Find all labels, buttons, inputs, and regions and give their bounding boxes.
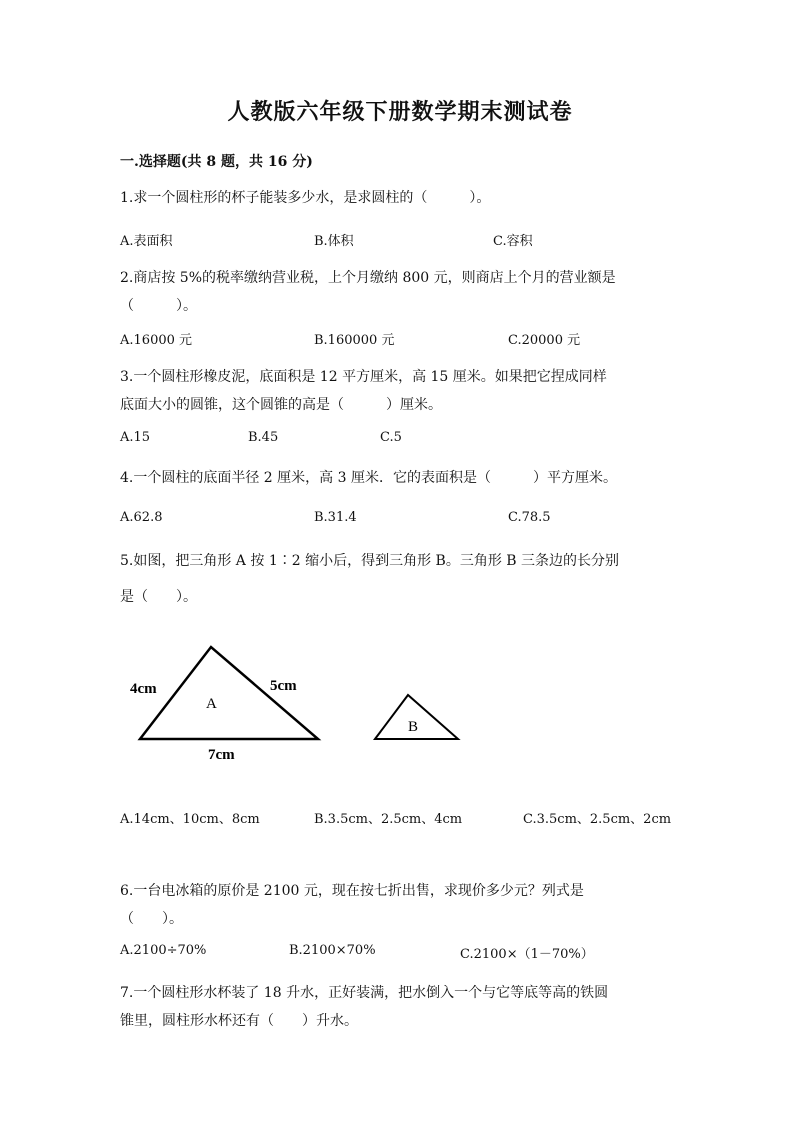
- page-title: 人教版六年级下册数学期末测试卷: [227, 99, 573, 125]
- q1-option-a: A.表面积: [120, 234, 173, 249]
- q6-option-b: B.2100×70%: [289, 943, 376, 958]
- q2-option-a: A.16000 元: [120, 333, 193, 348]
- q3-option-c: C.5: [380, 430, 402, 445]
- q6-option-c: C.2100×（1－70%）: [460, 947, 594, 962]
- question-2-line-2: （ ）。: [120, 298, 197, 314]
- question-5: [120, 543, 619, 615]
- question-1-line-1: 1.求一个圆柱形的杯子能装多少水，是求圆柱的（ ）。: [120, 190, 491, 206]
- q3-option-a: A.15: [120, 430, 151, 445]
- question-2-line-1: 2.商店按 5%的税率缴纳营业税，上个月缴纳 800 元，则商店上个月的营业额是: [120, 270, 616, 286]
- q1-option-c: C.容积: [493, 234, 533, 249]
- side-left-label: 4cm: [130, 681, 157, 697]
- question-3-line-1: 3.一个圆柱形橡皮泥，底面积是 12 平方厘米，高 15 厘米。如果把它捏成同样: [120, 369, 607, 385]
- triangle-b-label: B: [408, 719, 419, 735]
- q2-option-c: C.20000 元: [508, 333, 581, 348]
- question-1: [120, 184, 490, 212]
- question-3-line-2: 底面大小的圆锥，这个圆锥的高是（ ）厘米。: [120, 397, 442, 413]
- question-5-line-1: 5.如图，把三角形 A 按 1∶2 缩小后，得到三角形 B。三角形 B 三条边的长分别: [120, 553, 620, 569]
- side-bottom-label: 7cm: [208, 747, 235, 763]
- triangle-a-label: A: [206, 696, 217, 712]
- question-7-line-1: 7.一个圆柱形水杯装了 18 升水，正好装满，把水倒入一个与它等底等高的铁圆: [120, 985, 609, 1001]
- q5-option-a: A.14cm、10cm、8cm: [120, 812, 260, 827]
- q3-option-b: B.45: [248, 430, 279, 445]
- q5-option-b: B.3.5cm、2.5cm、4cm: [314, 812, 463, 827]
- q4-option-b: B.31.4: [314, 510, 357, 525]
- question-6: [120, 877, 584, 933]
- q5-option-c: C.3.5cm、2.5cm、2cm: [523, 812, 672, 827]
- side-right-label: 5cm: [270, 678, 297, 694]
- question-6-line-2: （ ）。: [120, 911, 183, 927]
- q2-option-b: B.160000 元: [314, 333, 395, 348]
- question-6-line-1: 6.一台电冰箱的原价是 2100 元，现在按七折出售，求现价多少元？列式是: [120, 883, 584, 899]
- question-7-line-2: 锥里，圆柱形水杯还有（ ）升水。: [120, 1013, 358, 1029]
- question-7: [120, 979, 608, 1035]
- question-4-line-1: 4.一个圆柱的底面半径 2 厘米，高 3 厘米．它的表面积是（ ）平方厘米。: [120, 470, 617, 486]
- section-heading: 一.选择题(共 8 题，共 16 分): [120, 154, 313, 170]
- question-3: [120, 363, 607, 419]
- question-4: [120, 464, 617, 492]
- q6-option-a: A.2100÷70%: [120, 943, 207, 958]
- q1-option-b: B.体积: [314, 234, 354, 249]
- q4-option-a: A.62.8: [120, 510, 163, 525]
- question-5-line-2: 是（ ）。: [120, 589, 197, 605]
- q4-option-c: C.78.5: [508, 510, 551, 525]
- triangles-figure: [120, 635, 480, 770]
- question-2: [120, 264, 616, 320]
